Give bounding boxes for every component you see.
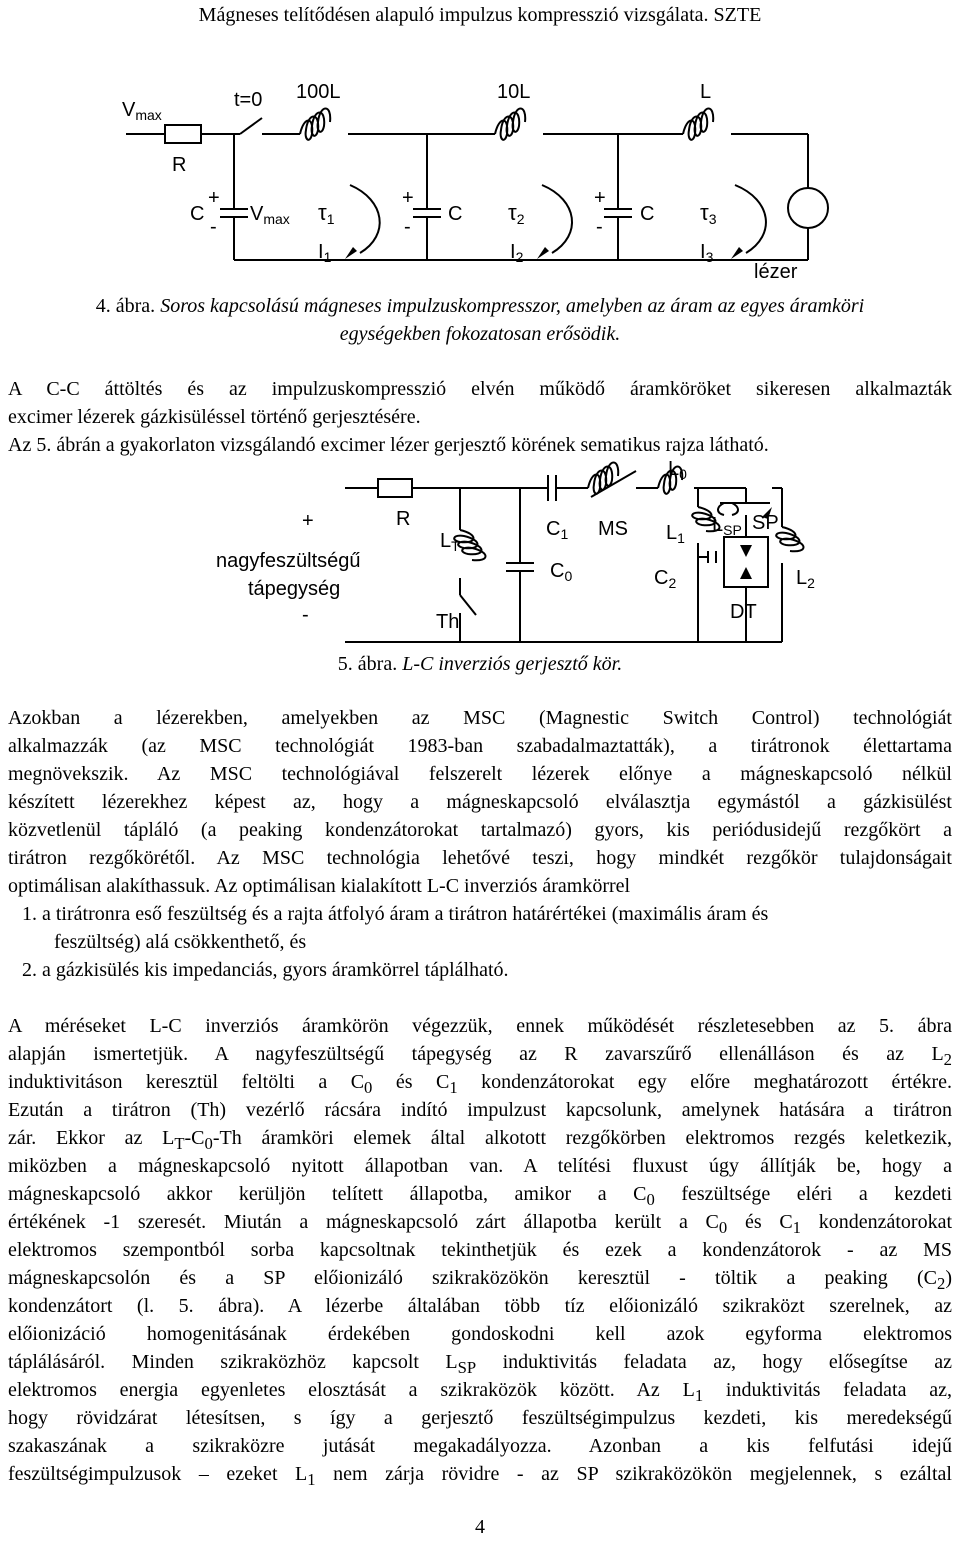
p2-line: optimálisan alakíthassuk. Az optimálisan kialakított L-C inverziós áramkörrel [8, 875, 631, 897]
p3-line: alapján ismertetjük. A nagyfeszültségű tápegység az R zavarszűrő ellenálláson és az $L_2$ [8, 1043, 952, 1068]
label-laser: lézer [754, 261, 798, 283]
figure-5-caption [0, 650, 960, 678]
fig5-label-c1: $C_1$ [546, 518, 569, 542]
fig5-label-lt: $L_T$ [440, 530, 460, 554]
fig5-plus: + [302, 510, 314, 532]
plus-3: + [594, 187, 606, 209]
p3-line: mágneskapcsolón és a SP előionizáló szikraközökön keresztül - töltik a peaking $(C_2)$ [8, 1267, 952, 1292]
label-i1: $I_1$ [318, 241, 332, 265]
p3-line: Ezután a tirátron (Th) vezérlő rácsára indító impulzust kapcsolunk, amelynek hatására a tirátron [8, 1099, 952, 1121]
list-item: 1. a tirátronra eső feszültség és a rajta átfolyó áram a tirátron határértékei (maximális áram és [22, 903, 769, 925]
paragraph-1 [8, 375, 952, 459]
plus-1: + [208, 187, 220, 209]
p3-line: kondenzátort (l. 5. ábra). A lézerbe általában több tíz előionizáló szikraközt szerelnek, az [8, 1295, 952, 1317]
fig5-supply-line-1: nagyfeszültségű [216, 550, 361, 572]
caption-4-text: Soros kapcsolású mágneses impulzuskompresszor, amelyben az áram az egyes áramköri [160, 295, 865, 317]
p2-line: készített lézerekhez képest az, hogy a mágneskapcsoló elválasztja egymástól a gázkisülést [8, 791, 952, 813]
label-c2: C [448, 203, 463, 225]
fig5-label-l0: $L_0$ [668, 458, 687, 482]
minus-2: - [404, 216, 411, 238]
caption-5-text: L-C inverziós gerjesztő kör. [402, 653, 623, 675]
p3-line: elektromos energia egyenletes elosztását a szikraközök között. Az $L_1$ induktivitás feladata az, [8, 1379, 952, 1404]
figure-4-caption [0, 292, 960, 348]
label-c3: C [640, 203, 655, 225]
p3-line: mágneskapcsoló akkor kerüljön telített állapotba, amikor a $C_0$ feszültsége eléri a kezdeti [8, 1183, 952, 1208]
fig5-supply-line-2: tápegység [248, 578, 341, 600]
fig5-label-sp: SP [752, 512, 779, 534]
p2-line: alkalmazzák (az MSC technológiát 1983-ban szabadalmaztatták), a tirátronok élettartama [8, 735, 952, 757]
paragraph-2 [8, 704, 952, 900]
label-i2: $I_2$ [510, 241, 524, 265]
p3-line: előionizáció homogenitásának érdekében gondoskodni kell azok egyforma elektromos [8, 1323, 952, 1345]
p1-line: A C-C áttöltés és az impulzuskompresszió elvén működő áramköröket sikeresen alkalmazták [8, 378, 952, 400]
p3-line: induktivitáson keresztül feltölti a $C_0$ és $C_1$ kondenzátorokat egy előre meghatározott értékre. [8, 1071, 952, 1096]
page-number: 4 [475, 1516, 485, 1538]
minus-1: - [210, 216, 217, 238]
caption-5-number: 5. ábra. [337, 653, 398, 675]
p3-line: szakaszának a szikraközre jutását megakadályozza. Azonban a kis felfutási idejű [8, 1435, 952, 1457]
label-vmax-cap: $V_{max}$ [250, 203, 290, 227]
figure-4-circuit [0, 70, 960, 295]
label-vmax-top: $V_{max}$ [122, 99, 162, 123]
label-100l: 100L [296, 81, 341, 103]
p3-line: miközben a mágneskapcsoló nyitott állapotban van. A telítési fluxust úgy állítják be, hogy a [8, 1155, 952, 1177]
p3-line: elektromos szempontból sorba kapcsoltnak tekinthetjük és ezek a kondenzátorok - az MS [8, 1239, 952, 1261]
p3-line: értékének -1 szeresét. Miután a mágneskapcsoló zárt állapotba került a $C_0$ és $C_1$ kondenzátorokat [8, 1211, 952, 1236]
numbered-list [22, 900, 952, 984]
plus-2: + [402, 187, 414, 209]
p2-line: Azokban a lézerekben, amelyekben az MSC (Magnestic Switch Control) technológiát [8, 707, 952, 729]
fig5-label-th: Th [436, 611, 460, 633]
caption-4-number: 4. ábra. [95, 295, 156, 317]
fig5-label-dt: DT [730, 601, 757, 623]
label-t0: t=0 [234, 89, 263, 111]
label-tau2: $\tau_2$ [508, 200, 525, 227]
fig5-label-r: R [396, 508, 411, 530]
fig5-label-c0: $C_0$ [550, 560, 573, 584]
figure-5-circuit [0, 455, 960, 652]
p2-line: megnövekszik. Az MSC technológiával felszerelt lézerek előnye a mágneskapcsoló nélkül [8, 763, 952, 785]
list-item-continuation: feszültség) alá csökkenthető, és [54, 931, 307, 953]
label-r: R [172, 154, 187, 176]
label-c1: C [190, 203, 205, 225]
fig5-label-lsp: $L_{SP}$ [712, 514, 742, 538]
label-10l: 10L [497, 81, 531, 103]
p1-line: Az 5. ábrán a gyakorlaton vizsgálandó excimer lézer gerjesztő körének sematikus rajza látható. [8, 434, 769, 456]
fig5-label-l1: $L_1$ [666, 522, 685, 546]
p3-line: hogy rövidzárat létesítsen, s így a gerjesztő feszültségimpulzus kezdeti, kis meredekségű [8, 1407, 952, 1429]
label-i3: $I_3$ [700, 241, 714, 265]
fig5-label-l2: $L_2$ [796, 567, 815, 591]
fig5-label-c2: $C_2$ [654, 567, 677, 591]
p3-line: zár. Ekkor az $L_T-C_0-Th$ áramköri elemek által alkotott rezgőkörben elektromos rezgés keletkezik, [8, 1127, 952, 1152]
caption-4-text-2: egységekben fokozatosan erősödik. [339, 323, 621, 345]
label-l: L [700, 81, 712, 103]
fig5-minus: - [302, 604, 309, 626]
p2-line: közvetlenül tápláló (a peaking kondenzátorokat tartalmazó) gyors, kis periódusidejű rezgőkört a [8, 819, 952, 841]
minus-3: - [596, 216, 603, 238]
p3-line: A méréseket L-C inverziós áramkörön végezzük, ennek működését részletesebben az 5. ábra [8, 1015, 952, 1037]
p3-line: feszültségimpulzusok – ezeket $L_1$ nem zárja rövidre - az SP szikraközökön megjelennek, s ezáltal [8, 1463, 952, 1488]
page-header: Mágneses telítődésen alapuló impulzus kompresszió vizsgálata. SZTE [198, 4, 762, 26]
fig5-label-ms: MS [598, 518, 628, 540]
label-tau1: $\tau_1$ [318, 200, 335, 227]
p1-line: excimer lézerek gázkisüléssel történő gerjesztésére. [8, 406, 421, 428]
label-tau3: $\tau_3$ [700, 200, 717, 227]
p3-line: táplálásáról. Minden szikraközhöz kapcsolt $L_{SP}$ induktivitás feladata az, hogy elősegítse az [8, 1351, 952, 1376]
paragraph-3 [8, 1012, 952, 1488]
list-item: 2. a gázkisülés kis impedanciás, gyors áramkörrel táplálható. [22, 959, 509, 981]
p2-line: tirátron rezgőkörétől. Az MSC technológia lehetővé teszi, hogy mindkét rezgőkör tulajdonságait [8, 847, 952, 869]
